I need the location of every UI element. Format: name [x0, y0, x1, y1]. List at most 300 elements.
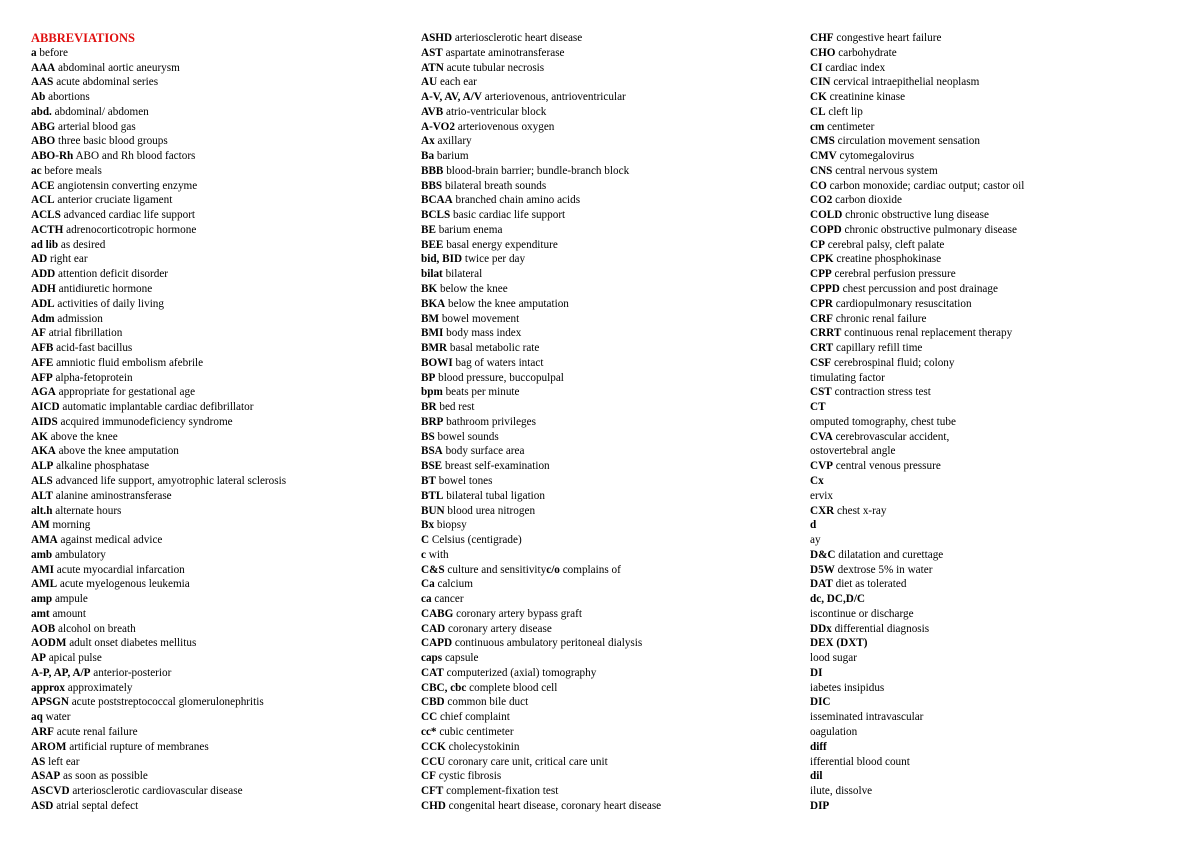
abbreviation-entry: [421, 371, 801, 386]
definition: bilateral: [445, 268, 483, 281]
abbreviation: CMV: [810, 150, 837, 163]
abbreviation: BK: [421, 283, 438, 296]
definition: chronic renal failure: [835, 312, 927, 325]
abbreviation: AMI: [31, 563, 54, 576]
definition: acquired immunodeficiency syndrome: [60, 415, 233, 428]
definition: iabetes insipidus: [810, 681, 885, 694]
page-title: ABBREVIATIONS: [31, 31, 135, 45]
abbreviation: AOB: [31, 622, 56, 635]
abbreviation-entry: [810, 282, 1190, 297]
abbreviation: BMR: [421, 342, 448, 355]
definition: as desired: [60, 238, 106, 251]
definition: ay: [810, 534, 821, 547]
abbreviation: CPR: [810, 297, 833, 310]
abbreviation: ALS: [31, 474, 53, 487]
abbreviation: CAT: [421, 666, 444, 679]
abbreviation: C: [421, 534, 430, 547]
abbreviation-entry: [810, 415, 1190, 430]
abbreviation: d: [810, 519, 817, 532]
definition: cubic centimeter: [439, 725, 514, 738]
definition: blood pressure, buccopulpal: [438, 371, 564, 384]
definition: bilateral tubal ligation: [446, 489, 545, 502]
abbreviation-entry: [31, 120, 411, 135]
abbreviation: ASHD: [421, 32, 453, 44]
definition: bed rest: [439, 401, 475, 414]
definition: ampule: [54, 593, 88, 606]
abbreviation-entry: [421, 799, 801, 814]
definition: body mass index: [446, 327, 522, 340]
abbreviation: AAS: [31, 76, 54, 89]
definition: calcium: [437, 578, 473, 591]
abbreviation-entry: [31, 208, 411, 223]
abbreviation: BCLS: [421, 209, 451, 222]
abbreviation-entry: [810, 459, 1190, 474]
definition: below the knee: [439, 283, 508, 296]
definition: complains of: [562, 563, 621, 576]
abbreviation-entry: [810, 134, 1190, 149]
abbreviation-entry: [31, 533, 411, 548]
abbreviation: CAD: [421, 622, 446, 635]
abbreviation-entry: [810, 385, 1190, 400]
abbreviation: ATN: [421, 61, 444, 74]
definition: angiotensin converting enzyme: [57, 179, 198, 192]
definition: iscontinue or discharge: [810, 607, 914, 620]
abbreviation-entry: [810, 312, 1190, 327]
abbreviation-entry: [810, 622, 1190, 637]
abbreviation-entry: [31, 666, 411, 681]
abbreviation-entry: [31, 636, 411, 651]
abbreviation-entry: [31, 238, 411, 253]
definition: below the knee amputation: [448, 297, 569, 310]
abbreviation-entry: [31, 504, 411, 519]
abbreviation: Ax: [421, 135, 435, 148]
abbreviation: AST: [421, 46, 443, 59]
definition: chronic obstructive pulmonary disease: [844, 223, 1017, 236]
abbreviation-entry: [421, 710, 801, 725]
definition: acute poststreptococcal glomerulonephritis: [71, 696, 264, 709]
definition: breast self-examination: [444, 460, 550, 473]
abbreviation: BS: [421, 430, 435, 443]
definition: dilatation and curettage: [838, 548, 944, 561]
definition: cervical intraepithelial neoplasm: [833, 76, 980, 89]
definition: creatinine kinase: [829, 91, 906, 104]
abbreviation: AD: [31, 253, 48, 266]
definition: bowel sounds: [437, 430, 499, 443]
abbreviation-entry: [421, 695, 801, 710]
definition: alanine aminostransferase: [55, 489, 172, 502]
definition: chest percussion and post drainage: [842, 283, 998, 296]
abbreviation-entry: [810, 592, 1190, 607]
abbreviation-entry: [31, 695, 411, 710]
abbreviation: CABG: [421, 607, 454, 620]
abbreviation: CIN: [810, 76, 831, 89]
definition: attention deficit disorder: [58, 268, 169, 281]
definition: cardiac index: [825, 61, 886, 74]
abbreviation-entry: [810, 769, 1190, 784]
abbreviation: CPK: [810, 253, 834, 266]
definition: twice per day: [464, 253, 526, 266]
abbreviation: alt.h: [31, 504, 53, 517]
abbreviation-entry: [31, 444, 411, 459]
abbreviation: AIDS: [31, 415, 58, 428]
abbreviation-entry: [31, 784, 411, 799]
definition: artificial rupture of membranes: [69, 740, 209, 753]
abbreviation-entry: [421, 489, 801, 504]
abbreviation-entry: [421, 90, 801, 105]
abbreviation-entry: [31, 769, 411, 784]
abbreviation-entry: [31, 577, 411, 592]
abbreviation-entry: [421, 666, 801, 681]
abbreviation: CT: [810, 401, 826, 414]
definition: blood urea nitrogen: [447, 504, 536, 517]
abbreviation-entry: [421, 755, 801, 770]
abbreviation-entry: [421, 341, 801, 356]
definition: adult onset diabetes mellitus: [69, 637, 197, 650]
abbreviation: AMA: [31, 534, 58, 547]
abbreviation: AF: [31, 327, 46, 340]
abbreviation: bpm: [421, 386, 443, 399]
definition: arteriosclerotic heart disease: [454, 32, 583, 44]
abbreviation: ACL: [31, 194, 55, 207]
abbreviation-entry: [810, 75, 1190, 90]
definition: continuous ambulatory peritoneal dialysis: [454, 637, 643, 650]
abbreviation-entry: [421, 282, 801, 297]
definition: bag of waters intact: [455, 356, 544, 369]
abbreviation-entry: [421, 105, 801, 120]
abbreviation: ALP: [31, 460, 54, 473]
definition: chest x-ray: [837, 504, 887, 517]
abbreviation: CCU: [421, 755, 446, 768]
abbreviation: CO: [810, 179, 827, 192]
abbreviation: BKA: [421, 297, 446, 310]
abbreviation: ARF: [31, 725, 54, 738]
column-2: [421, 31, 801, 814]
abbreviation: AVB: [421, 105, 444, 118]
abbreviation-entry: [31, 252, 411, 267]
abbreviation-entry: [810, 46, 1190, 61]
abbreviation: diff: [810, 740, 827, 753]
abbreviation: BR: [421, 401, 437, 414]
definition: capillary refill time: [836, 342, 923, 355]
abbreviation: CHF: [810, 32, 834, 44]
definition: each ear: [439, 76, 477, 89]
abbreviation-entry: [31, 385, 411, 400]
definition: acid-fast bacillus: [56, 342, 133, 355]
abbreviation: CK: [810, 91, 827, 104]
abbreviation-entry: [421, 149, 801, 164]
abbreviation-entry: [31, 681, 411, 696]
definition: acute tubular necrosis: [446, 61, 545, 74]
definition: amniotic fluid embolism afebrile: [56, 356, 204, 369]
definition: congestive heart failure: [836, 32, 942, 44]
abbreviation-entry: [421, 592, 801, 607]
abbreviation-entry: [31, 46, 411, 61]
abbreviation-entry: [31, 267, 411, 282]
abbreviation-entry: [31, 371, 411, 386]
abbreviation-entry: [31, 282, 411, 297]
abbreviation: approx: [31, 681, 65, 694]
abbreviation-entry: [810, 208, 1190, 223]
definition: automatic implantable cardiac defibrillator: [62, 401, 254, 414]
abbreviation: BBB: [421, 164, 444, 177]
abbreviation-entry: [810, 474, 1190, 489]
abbreviation-entry: [421, 444, 801, 459]
abbreviation-entry: [31, 164, 411, 179]
definition: bilateral breath sounds: [444, 179, 547, 192]
definition: barium enema: [438, 223, 503, 236]
definition: ABO and Rh blood factors: [75, 150, 196, 163]
definition: atrio-ventricular block: [445, 105, 547, 118]
abbreviation-entry: [31, 193, 411, 208]
abbreviation: AROM: [31, 740, 67, 753]
abbreviation-entry: [421, 533, 801, 548]
abbreviation: D&C: [810, 548, 836, 561]
definition: alternate hours: [55, 504, 122, 517]
abbreviation-entry: [421, 134, 801, 149]
abbreviation: D5W: [810, 563, 835, 576]
abbreviation-entry: [421, 636, 801, 651]
definition: advanced cardiac life support: [63, 209, 196, 222]
definition: against medical advice: [60, 534, 163, 547]
abbreviation: CPP: [810, 268, 832, 281]
abbreviation: AS: [31, 755, 46, 768]
definition: morning: [52, 519, 91, 532]
abbreviation: AM: [31, 519, 50, 532]
definition: cholecystokinin: [448, 740, 520, 753]
abbreviation: ADH: [31, 283, 56, 296]
definition: central venous pressure: [835, 460, 941, 473]
abbreviation-entry: [421, 208, 801, 223]
abbreviation: BCAA: [421, 194, 453, 207]
definition: capsule: [444, 652, 479, 665]
abbreviation: CI: [810, 61, 823, 74]
abbreviation-entry: [810, 193, 1190, 208]
abbreviation-entry: [810, 371, 1190, 386]
abbreviation: C&S: [421, 563, 445, 576]
abbreviation-entry: [810, 267, 1190, 282]
abbreviation: c/o: [546, 563, 560, 576]
column-1: [31, 31, 411, 814]
definition: aspartate aminotransferase: [445, 46, 565, 59]
abbreviation-entry: [421, 563, 801, 578]
abbreviation-entry: [421, 75, 801, 90]
abbreviation: BRP: [421, 415, 444, 428]
definition: complement-fixation test: [446, 785, 559, 798]
abbreviation: Ba: [421, 150, 435, 163]
abbreviation-entry: [421, 356, 801, 371]
abbreviation: AAA: [31, 61, 56, 74]
abbreviation: ABO-Rh: [31, 150, 74, 163]
abbreviation-entry: [421, 385, 801, 400]
definition: alpha-fetoprotein: [55, 371, 133, 384]
definition: activities of daily living: [57, 297, 164, 310]
definition: bathroom privileges: [446, 415, 536, 428]
definition: before meals: [44, 164, 102, 177]
abbreviation: COPD: [810, 223, 842, 236]
abbreviation: BT: [421, 474, 436, 487]
abbreviation: amb: [31, 548, 53, 561]
abbreviation: AK: [31, 430, 48, 443]
abbreviation: BOWI: [421, 356, 453, 369]
abbreviation-entry: [421, 415, 801, 430]
abbreviation: DEX (DXT): [810, 637, 868, 650]
definition: antidiuretic hormone: [58, 283, 153, 296]
abbreviation: amt: [31, 607, 50, 620]
abbreviation-entry: [810, 489, 1190, 504]
abbreviation: CNS: [810, 164, 833, 177]
abbreviation-entry: [810, 430, 1190, 445]
definition: continuous renal replacement therapy: [844, 327, 1013, 340]
abbreviation-entry: [31, 61, 411, 76]
abbreviation: AODM: [31, 637, 67, 650]
abbreviation-entry: [810, 341, 1190, 356]
abbreviation-entry: [810, 518, 1190, 533]
abbreviation-entry: [810, 681, 1190, 696]
definition: atrial septal defect: [56, 799, 139, 812]
abbreviation-entry: [31, 341, 411, 356]
abbreviation: CF: [421, 770, 436, 783]
definition: creatine phosphokinase: [836, 253, 942, 266]
abbreviation: DDx: [810, 622, 832, 635]
definition: carbohydrate: [838, 46, 897, 59]
abbreviation: AML: [31, 578, 58, 591]
abbreviation-entry: [31, 725, 411, 740]
abbreviation: bilat: [421, 268, 443, 281]
definition: abdominal aortic aneurysm: [58, 61, 180, 74]
abbreviation: Ab: [31, 91, 46, 104]
abbreviation-entry: [31, 90, 411, 105]
definition: three basic blood groups: [58, 135, 168, 148]
abbreviation: AKA: [31, 445, 56, 458]
abbreviation-entry: [810, 31, 1190, 46]
definition: basal metabolic rate: [449, 342, 540, 355]
abbreviation-entry: [810, 223, 1190, 238]
definition: central nervous system: [835, 164, 938, 177]
abbreviation: bid, BID: [421, 253, 463, 266]
abbreviation: ca: [421, 593, 432, 606]
abbreviation: ALT: [31, 489, 53, 502]
abbreviation-entry: [31, 400, 411, 415]
abbreviation: A-P, AP, A/P: [31, 666, 91, 679]
abbreviation-entry: [421, 548, 801, 563]
abbreviation: BP: [421, 371, 436, 384]
definition: computerized (axial) tomography: [446, 666, 597, 679]
abbreviation-entry: [421, 651, 801, 666]
abbreviation: ADL: [31, 297, 55, 310]
definition: acute abdominal series: [56, 76, 159, 89]
column-3: [810, 31, 1190, 814]
abbreviation-entry: [421, 607, 801, 622]
definition: oagulation: [810, 725, 858, 738]
abbreviation: BBS: [421, 179, 443, 192]
definition: arterial blood gas: [58, 120, 136, 133]
definition: ervix: [810, 489, 833, 502]
definition: basal energy expenditure: [446, 238, 558, 251]
abbreviation: Adm: [31, 312, 55, 325]
abbreviation: CCK: [421, 740, 446, 753]
abbreviation-entry: [421, 577, 801, 592]
definition: cerebral palsy, cleft palate: [827, 238, 945, 251]
abbreviation: cm: [810, 120, 825, 133]
definition: axillary: [437, 135, 472, 148]
abbreviation-entry: [810, 120, 1190, 135]
definition: as soon as possible: [63, 770, 148, 783]
definition: basic cardiac life support: [453, 209, 566, 222]
abbreviation-entry: [421, 474, 801, 489]
abbreviation-entry: [31, 312, 411, 327]
abbreviation: Cx: [810, 474, 824, 487]
abbreviation: CSF: [810, 356, 832, 369]
definition: anterior-posterior: [93, 666, 172, 679]
abbreviation: ABO: [31, 135, 56, 148]
abbreviation-entry: [31, 651, 411, 666]
abbreviation-entry: [31, 799, 411, 814]
definition: cytomegalovirus: [839, 150, 915, 163]
definition: with: [428, 548, 449, 561]
abbreviation: amp: [31, 593, 53, 606]
abbreviation: DAT: [810, 578, 833, 591]
abbreviation: CO2: [810, 194, 833, 207]
abbreviation-entry: [810, 651, 1190, 666]
abbreviation: A-V, AV, A/V: [421, 91, 482, 104]
abbreviation-entry: [810, 577, 1190, 592]
definition: right ear: [49, 253, 88, 266]
definition: timulating factor: [810, 371, 885, 384]
definition: acute renal failure: [56, 725, 138, 738]
abbreviation: APSGN: [31, 696, 69, 709]
definition: centimeter: [827, 120, 875, 133]
abbreviation: BUN: [421, 504, 445, 517]
definition: lood sugar: [810, 652, 857, 665]
abbreviation-entry: [421, 297, 801, 312]
abbreviation-entry: [810, 297, 1190, 312]
abbreviation: CFT: [421, 785, 444, 798]
abbreviation-entry: [421, 769, 801, 784]
definition: bowel tones: [438, 474, 493, 487]
definition: blood-brain barrier; bundle-branch block: [446, 164, 630, 177]
abbreviation-entry: [810, 755, 1190, 770]
abbreviation-entry: [31, 179, 411, 194]
abbreviation-entry: [31, 740, 411, 755]
abbreviation: CXR: [810, 504, 835, 517]
abbreviation-entry: [421, 326, 801, 341]
abbreviation-entry: [421, 622, 801, 637]
definition: cleft lip: [828, 105, 863, 118]
abbreviation: caps: [421, 652, 443, 665]
abbreviation-entry: [421, 267, 801, 282]
definition: congenital heart disease, coronary heart disease: [448, 799, 662, 812]
definition: apical pulse: [48, 652, 102, 665]
definition: cerebrovascular accident,: [835, 430, 950, 443]
abbreviation-entry: [421, 518, 801, 533]
definition: ambulatory: [54, 548, 106, 561]
abbreviation: Bx: [421, 519, 435, 532]
abbreviation: abd.: [31, 105, 52, 118]
definition: bowel movement: [441, 312, 520, 325]
abbreviation-entry: [421, 238, 801, 253]
abbreviation-entry: [810, 238, 1190, 253]
abbreviation-entry: [31, 607, 411, 622]
definition: ilute, dissolve: [810, 785, 873, 798]
abbreviation: BE: [421, 223, 436, 236]
abbreviation: AFP: [31, 371, 53, 384]
abbreviation-entry: [810, 548, 1190, 563]
definition: body surface area: [445, 445, 525, 458]
abbreviation: ASD: [31, 799, 54, 812]
abbreviation-entry: [31, 474, 411, 489]
definition: differential diagnosis: [834, 622, 930, 635]
abbreviation: DI: [810, 666, 823, 679]
